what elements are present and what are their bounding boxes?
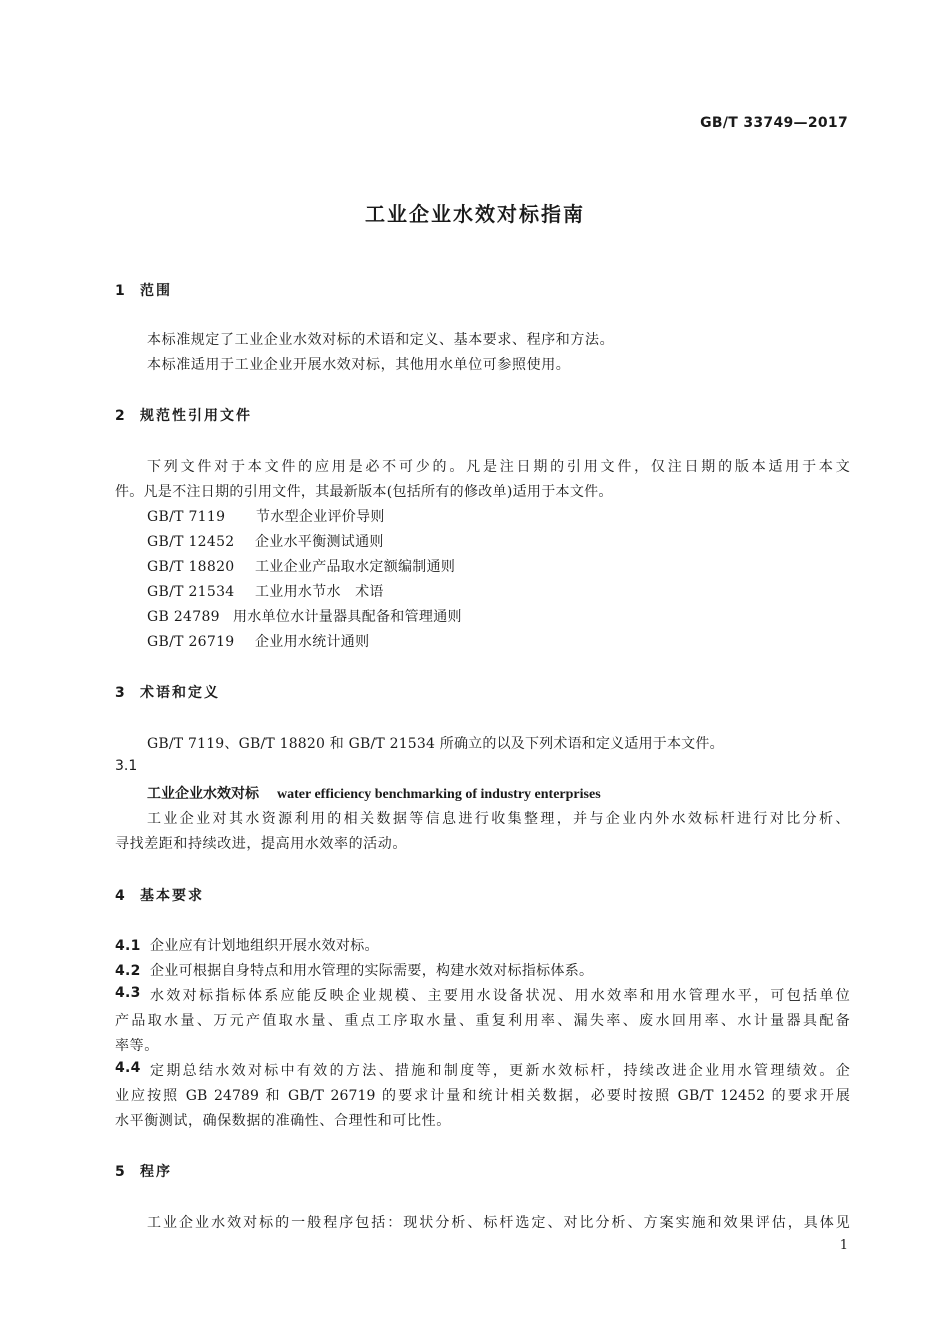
reference-code: GB/T 12452: [147, 534, 235, 550]
clause-number: 4.4: [115, 1060, 141, 1076]
clause-line: 水平衡测试，确保数据的准确性、合理性和可比性。: [115, 1113, 451, 1129]
section-title: 基本要求: [140, 888, 204, 904]
paragraph: GB/T 7119、GB/T 18820 和 GB/T 21534 所确立的以及下列术语和定义适用于本文件。: [147, 736, 724, 752]
clause-item: [115, 985, 850, 1005]
term-chinese: 工业企业水效对标: [147, 786, 259, 802]
reference-title: 工业企业产品取水定额编制通则: [255, 559, 456, 575]
clause-number: 4.2: [115, 963, 141, 979]
section-number: 3: [115, 685, 125, 701]
reference-item: [147, 631, 369, 651]
section-number: 2: [115, 408, 125, 424]
clause-item: [115, 935, 379, 955]
section-3-heading: [115, 682, 220, 702]
section-2-heading: [115, 405, 252, 425]
paragraph: 本标准规定了工业企业水效对标的术语和定义、基本要求、程序和方法。: [147, 332, 615, 348]
clause-line: 业应按照 GB 24789 和 GB/T 26719 的要求计量和统计相关数据，必要时按照 GB/T 12452 的要求开展: [115, 1088, 850, 1104]
reference-code: GB/T 26719: [147, 634, 235, 650]
clause-text: 定期总结水效对标中有效的方法、措施和制度等，更新水效标杆，持续改进企业用水管理绩效。企: [150, 1063, 850, 1079]
reference-code: GB/T 21534: [147, 584, 235, 600]
definition-line: 寻找差距和持续改进，提高用水效率的活动。: [115, 836, 407, 852]
clause-text: 水效对标指标体系应能反映企业规模、主要用水设备状况、用水效率和用水管理水平，可包括单位: [150, 988, 850, 1004]
section-number: 1: [115, 283, 125, 299]
term-heading: [147, 783, 601, 803]
section-number: 5: [115, 1164, 125, 1180]
section-title: 规范性引用文件: [140, 408, 252, 424]
clause-line: 率等。: [115, 1038, 159, 1054]
reference-title: 企业用水统计通则: [255, 634, 370, 650]
paragraph-line: 件。凡是不注日期的引用文件，其最新版本(包括所有的修改单)适用于本文件。: [115, 484, 613, 500]
reference-item: [147, 506, 385, 526]
reference-item: [147, 556, 455, 576]
paragraph: 工业企业水效对标的一般程序包括：现状分析、标杆选定、对比分析、方案实施和效果评估，具体见: [147, 1215, 850, 1231]
standard-code: GB/T 33749—2017: [700, 115, 848, 131]
section-number: 4: [115, 888, 125, 904]
definition-line: 工业企业对其水资源利用的相关数据等信息进行收集整理，并与企业内外水效标杆进行对比分析、: [147, 811, 850, 827]
clause-number: 4.1: [115, 938, 141, 954]
reference-title: 节水型企业评价导则: [256, 509, 385, 525]
clause-number: 4.3: [115, 985, 141, 1001]
clause-item: [115, 1060, 850, 1080]
reference-code: GB/T 18820: [147, 559, 235, 575]
reference-code: GB 24789: [147, 609, 220, 625]
clause-text: 企业应有计划地组织开展水效对标。: [150, 938, 379, 954]
term-number: 3.1: [115, 758, 138, 774]
section-1-heading: [115, 280, 172, 300]
reference-title: 用水单位水计量器具配备和管理通则: [233, 609, 462, 625]
reference-code: GB/T 7119: [147, 509, 226, 525]
clause-text: 企业可根据自身特点和用水管理的实际需要，构建水效对标指标体系。: [150, 963, 594, 979]
paragraph: 本标准适用于工业企业开展水效对标，其他用水单位可参照使用。: [147, 357, 571, 373]
reference-item: [147, 606, 462, 626]
reference-item: [147, 531, 384, 551]
paragraph-line: 下列文件对于本文件的应用是必不可少的。凡是注日期的引用文件，仅注日期的版本适用于本文: [147, 459, 850, 475]
reference-title: 工业用水节水 术语: [255, 584, 384, 600]
section-title: 术语和定义: [140, 685, 220, 701]
clause-line: 产品取水量、万元产值取水量、重点工序取水量、重复利用率、漏失率、废水回用率、水计量器具配备: [115, 1013, 850, 1029]
section-title: 程序: [140, 1164, 172, 1180]
page-number: 1: [839, 1238, 848, 1253]
clause-item: [115, 960, 593, 980]
reference-title: 企业水平衡测试通则: [255, 534, 384, 550]
document-title: 工业企业水效对标指南: [365, 202, 585, 226]
section-title: 范围: [140, 283, 172, 299]
term-english: water efficiency benchmarking of industry enterprises: [277, 787, 601, 802]
section-4-heading: [115, 885, 204, 905]
reference-item: [147, 581, 384, 601]
section-5-heading: [115, 1161, 172, 1181]
